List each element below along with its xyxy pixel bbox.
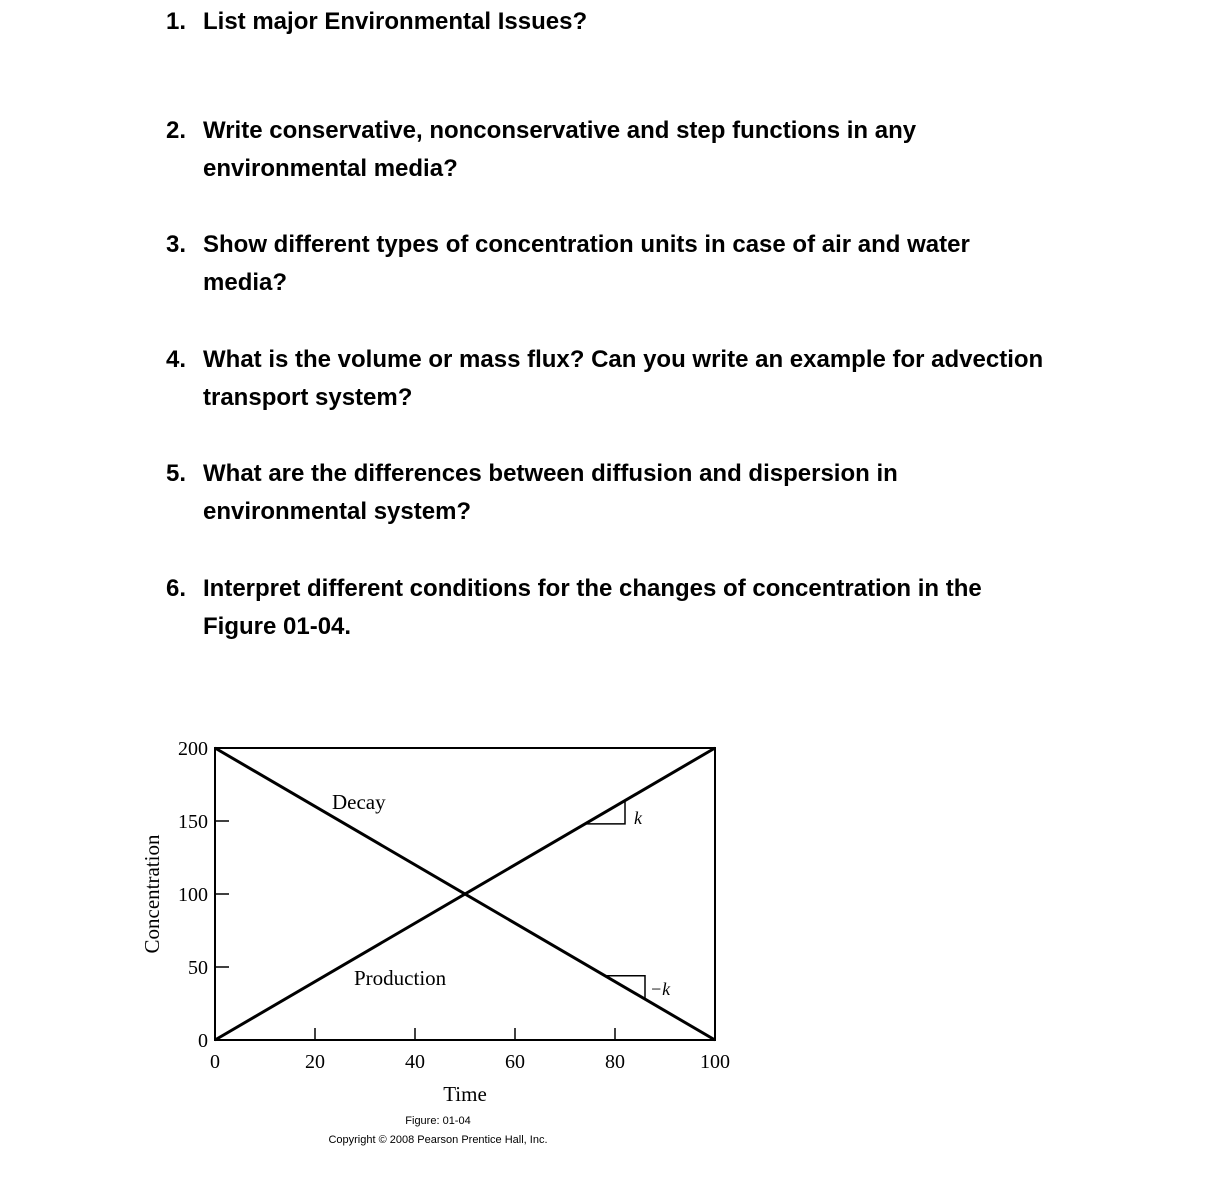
series-label-production: Production [354, 966, 447, 990]
x-tick-label-80: 80 [605, 1051, 625, 1073]
y-tick-label-150: 150 [178, 811, 208, 833]
series-lines [215, 748, 715, 1040]
question-line: Show different types of concentration units in case of air and water [203, 231, 970, 258]
question-number: 5. [166, 460, 187, 487]
y-tick-label-100: 100 [178, 884, 208, 906]
copyright-notice: Copyright © 2008 Pearson Prentice Hall, Inc. [328, 1134, 548, 1146]
question-line: environmental system? [203, 498, 472, 525]
x-tick-label-40: 40 [405, 1051, 425, 1073]
question-line: List major Environmental Issues? [203, 8, 588, 35]
x-tick-label-100: 100 [700, 1051, 730, 1073]
figure-caption: Figure: 01-04 [405, 1115, 471, 1127]
question-line: transport system? [203, 384, 413, 411]
question-line: What are the differences between diffusion and dispersion in [203, 460, 898, 487]
annotation-minus-k: −k [650, 979, 671, 999]
question-line: Figure 01-04. [203, 613, 352, 640]
x-tick-label-60: 60 [505, 1051, 525, 1073]
question-line: Write conservative, nonconservative and step functions in any [203, 117, 917, 144]
question-number: 3. [166, 231, 187, 258]
y-axis-ticks [178, 738, 229, 1052]
y-tick-label-50: 50 [188, 957, 208, 979]
x-tick-label-20: 20 [305, 1051, 325, 1073]
annotation-k: k [634, 808, 642, 828]
y-tick-label-0: 0 [198, 1030, 208, 1052]
series-label-decay: Decay [332, 790, 386, 814]
x-axis-label: Time [443, 1082, 487, 1106]
question-line: Interpret different conditions for the changes of concentration in the [203, 575, 982, 602]
question-line: What is the volume or mass flux? Can you write an example for advection [203, 346, 1044, 373]
x-axis-ticks [210, 1028, 730, 1073]
y-axis-label: Concentration [140, 834, 164, 954]
x-tick-label-0: 0 [210, 1051, 220, 1073]
question-line: environmental media? [203, 155, 458, 182]
y-tick-label-200: 200 [178, 738, 208, 760]
question-number: 4. [166, 346, 187, 373]
question-number: 1. [166, 8, 187, 35]
question-line: media? [203, 269, 288, 296]
question-number: 2. [166, 117, 187, 144]
question-number: 6. [166, 575, 187, 602]
